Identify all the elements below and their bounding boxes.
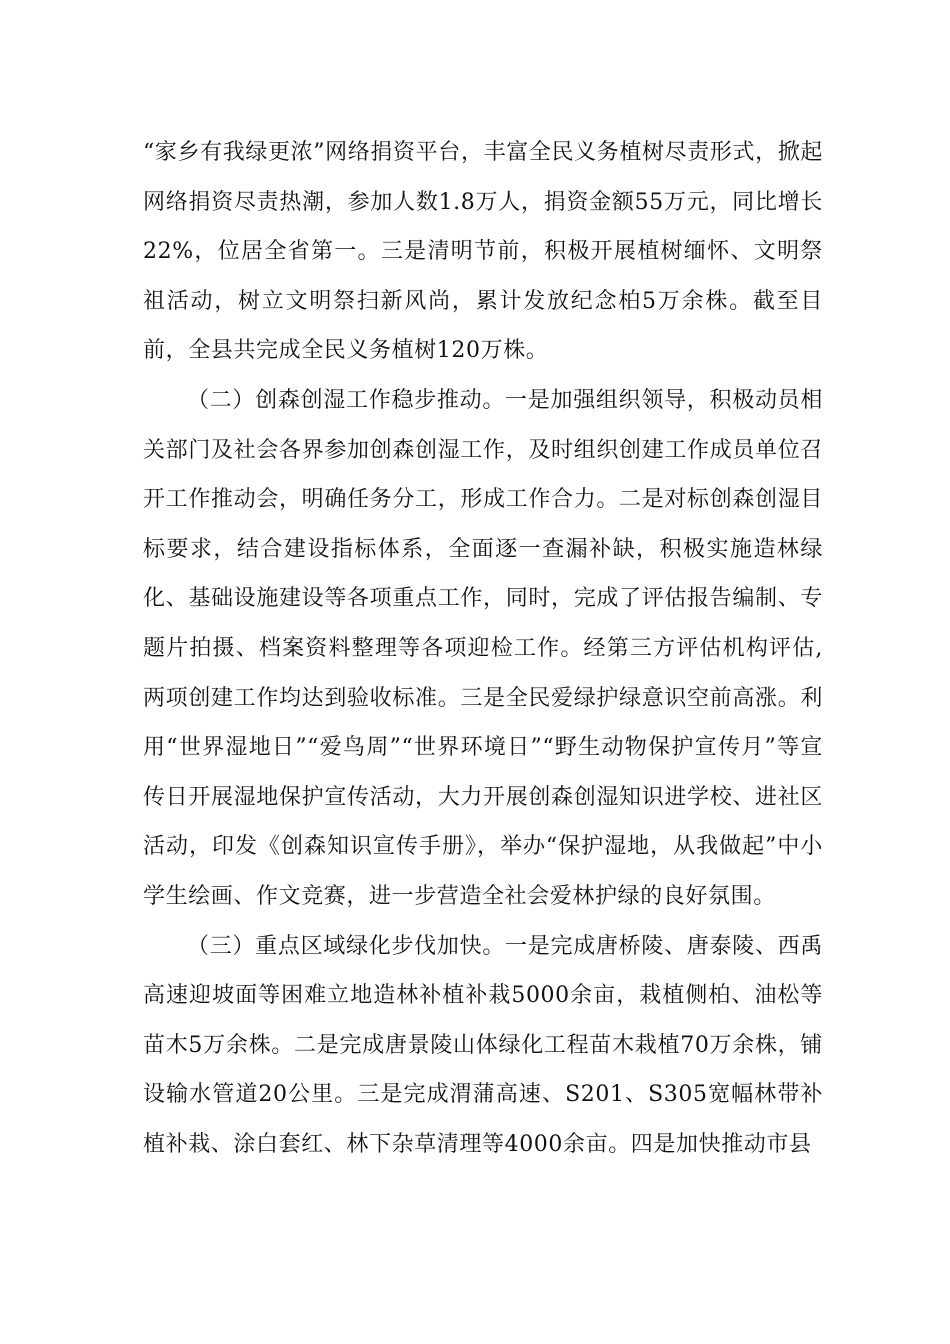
paragraph-continuation: “家乡有我绿更浓”网络捐资平台，丰富全民义务植树尽责形式，掀起网络捐资尽责热潮，参加人数1.8万人，捐资金额55万元，同比增长22%，位居全省第一。三是清明节前，积极开展植树缅怀、文明祭祖活动，树立文明祭扫新风尚，累计发放纪念柏5万余株。截至目前，全县共完成全民义务植树120万株。 [143,140,823,364]
document-body [143,128,823,1169]
paragraph-section-three: （三）重点区域绿化步伐加快。一是完成唐桥陵、唐泰陵、西禹高速迎坡面等困难立地造林补植补栽5000余亩，栽植侧柏、油松等苗木5万余株。二是完成唐景陵山体绿化工程苗木栽植70万余株，铺设输水管道20公里。三是完成渭蒲高速、S201、S305宽幅林带补植补栽、涂白套红、林下杂草清理等4000余亩。四是加快推动市县 [143,933,823,1157]
paragraph-section-two: （二）创森创湿工作稳步推动。一是加强组织领导，积极动员相关部门及社会各界参加创森创湿工作，及时组织创建工作成员单位召开工作推动会，明确任务分工，形成工作合力。二是对标创森创湿目标要求，结合建设指标体系，全面逐一查漏补缺，积极实施造林绿化、基础设施建设等各项重点工作，同时，完成了评估报告编制、专题片拍摄、档案资料整理等各项迎检工作。经第三方评估机构评估,两项创建工作均达到验收标准。三是全民爱绿护绿意识空前高涨。利用“世界湿地日”“爱鸟周”“世界环境日”“野生动物保护宣传月”等宣传日开展湿地保护宣传活动，大力开展创森创湿知识进学校、进社区活动，印发《创森知识宣传手册》，举办“保护湿地，从我做起”中小学生绘画、作文竞赛，进一步营造全社会爱林护绿的良好氛围。 [143,387,823,909]
